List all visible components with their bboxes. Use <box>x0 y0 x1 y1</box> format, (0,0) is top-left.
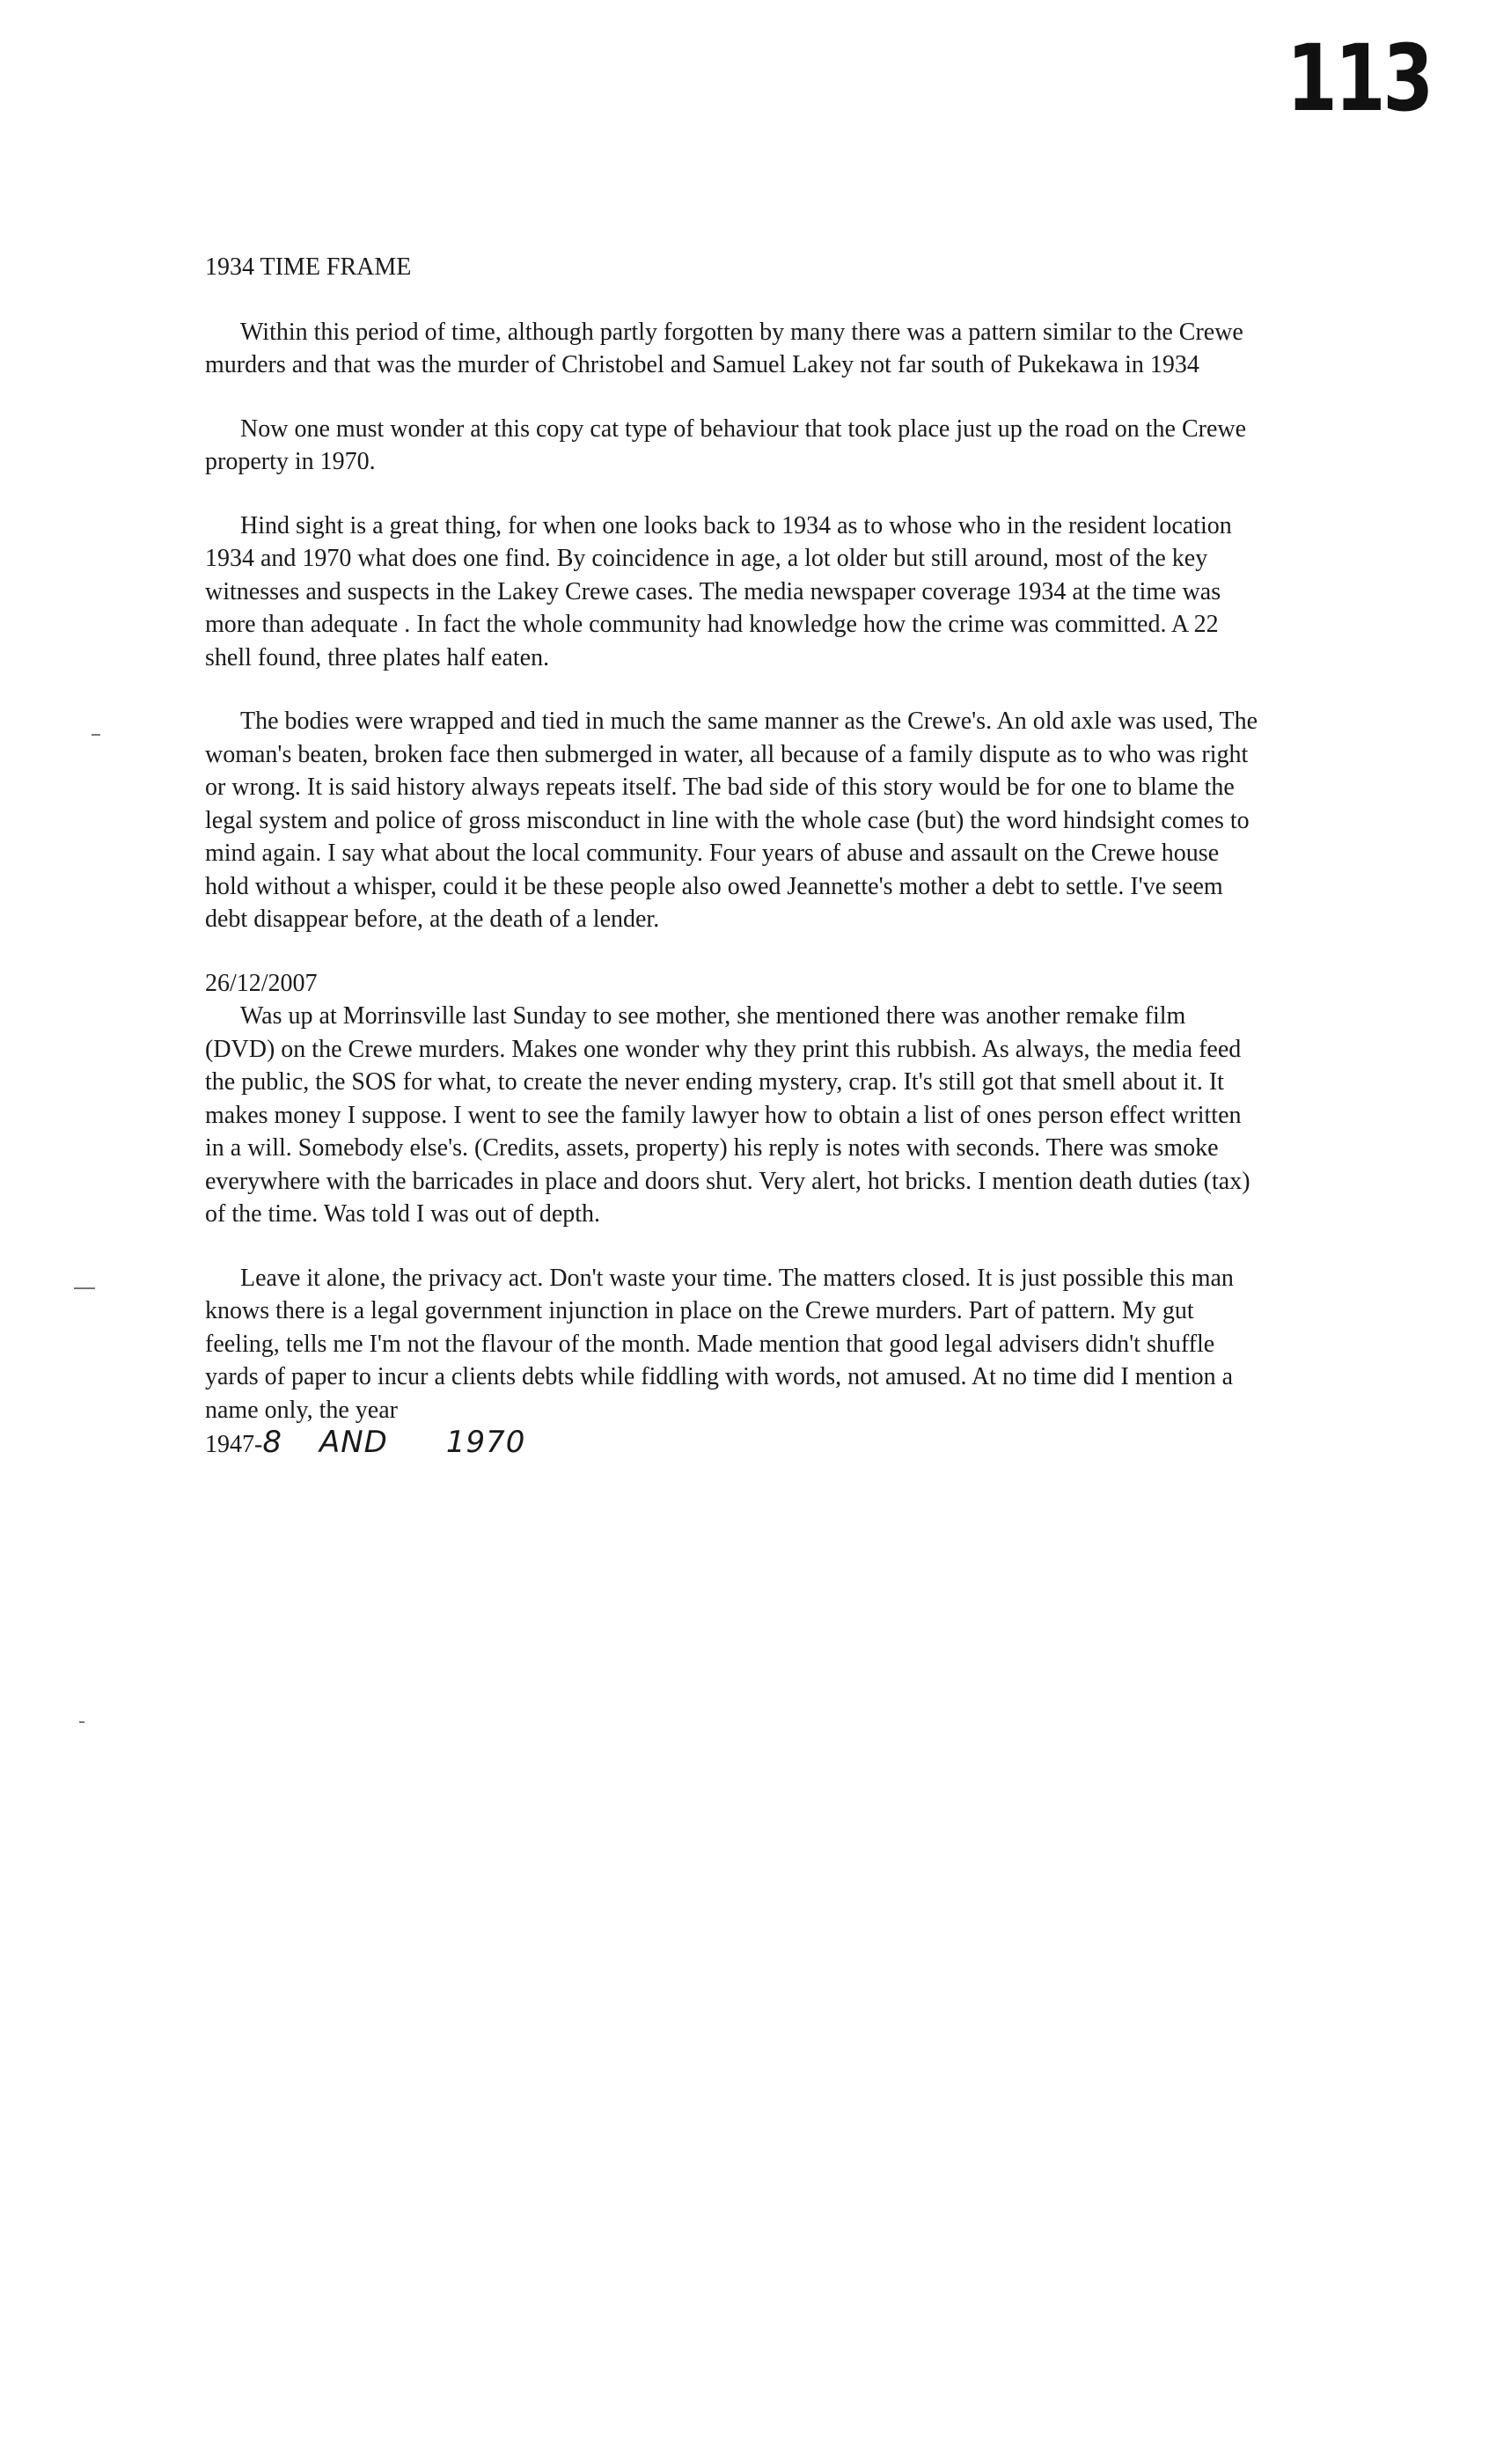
closing-line <box>205 1426 1261 1462</box>
entry-date: 26/12/2007 <box>205 969 318 997</box>
section-heading: 1934 TIME FRAME <box>205 253 412 281</box>
paragraph: Leave it alone, the privacy act. Don't waste your time. The matters closed. It is just possible this man knows there is a legal government injunction in place on the Crewe murders. Part of pattern. My gut feeling, tells me I'm not the flavour of the month. Made mention that good legal advisers didn't shuffle yards of paper to incur a clients debts while fiddling with words, not amused. At no time did I mention a name only, the year <box>205 1264 1234 1424</box>
paragraph: Was up at Morrinsville last Sunday to see mother, she mentioned there was another remake film (DVD) on the Crewe murders. Makes one wonder why they print this rubbish. As always, the media feed the public, the SOS for what, to create the never ending mystery, crap. It's still got that smell about it. It makes money I suppose. I went to see the family lawyer how to obtain a list of ones person effect written in a will. Somebody else's. (Credits, assets, property) his reply is notes with seconds. There was smoke everywhere with the barricades in place and doors shut. Very alert, hot bricks. I mention death duties (tax) of the time. Was told I was out of depth. <box>205 1002 1250 1228</box>
paragraph: The bodies were wrapped and tied in much the same manner as the Crewe's. An old axle was used, The woman's beaten, broken face then submerged in water, all because of a family dispute as to who was right or wrong. It is said history always repeats itself. The bad side of this story would be for one to blame the legal system and police of gross misconduct in line with the whole case (but) the word hindsight comes to mind again. I say what about the local community. Four years of abuse and assault on the Crewe house hold without a whisper, could it be these people also owed Jeannette's mother a debt to settle. I've seem debt disappear before, at the death of a lender. <box>205 708 1258 933</box>
handwritten-year: 1970 <box>445 1425 526 1460</box>
paragraph: Hind sight is a great thing, for when one looks back to 1934 as to whose who in the resident location 1934 and 1970 what does one find. By coincidence in age, a lot older but still around, most of the key witnesses and suspects in the Lakey Crewe cases. The media newspaper coverage 1934 at the time was more than adequate . In fact the whole community had knowledge how the crime was committed. A 22 shell found, three plates half eaten. <box>205 511 1232 671</box>
margin-mark <box>92 734 100 736</box>
document-body <box>205 251 1261 1462</box>
page-number: 113 <box>1287 25 1432 132</box>
margin-mark <box>79 1721 84 1723</box>
handwritten-digit: 8 <box>262 1425 282 1460</box>
handwritten-word: AND <box>319 1425 388 1460</box>
margin-mark <box>74 1287 95 1289</box>
paragraph: Within this period of time, although partly forgotten by many there was a pattern similar to the Crewe murders and that was the murder of Christobel and Samuel Lakey not far south of Pukekawa in 1934 <box>205 318 1243 378</box>
paragraph: Now one must wonder at this copy cat type of behaviour that took place just up the road on the Crewe property in 1970. <box>205 414 1247 475</box>
closing-typed-year: 1947- <box>205 1431 263 1458</box>
